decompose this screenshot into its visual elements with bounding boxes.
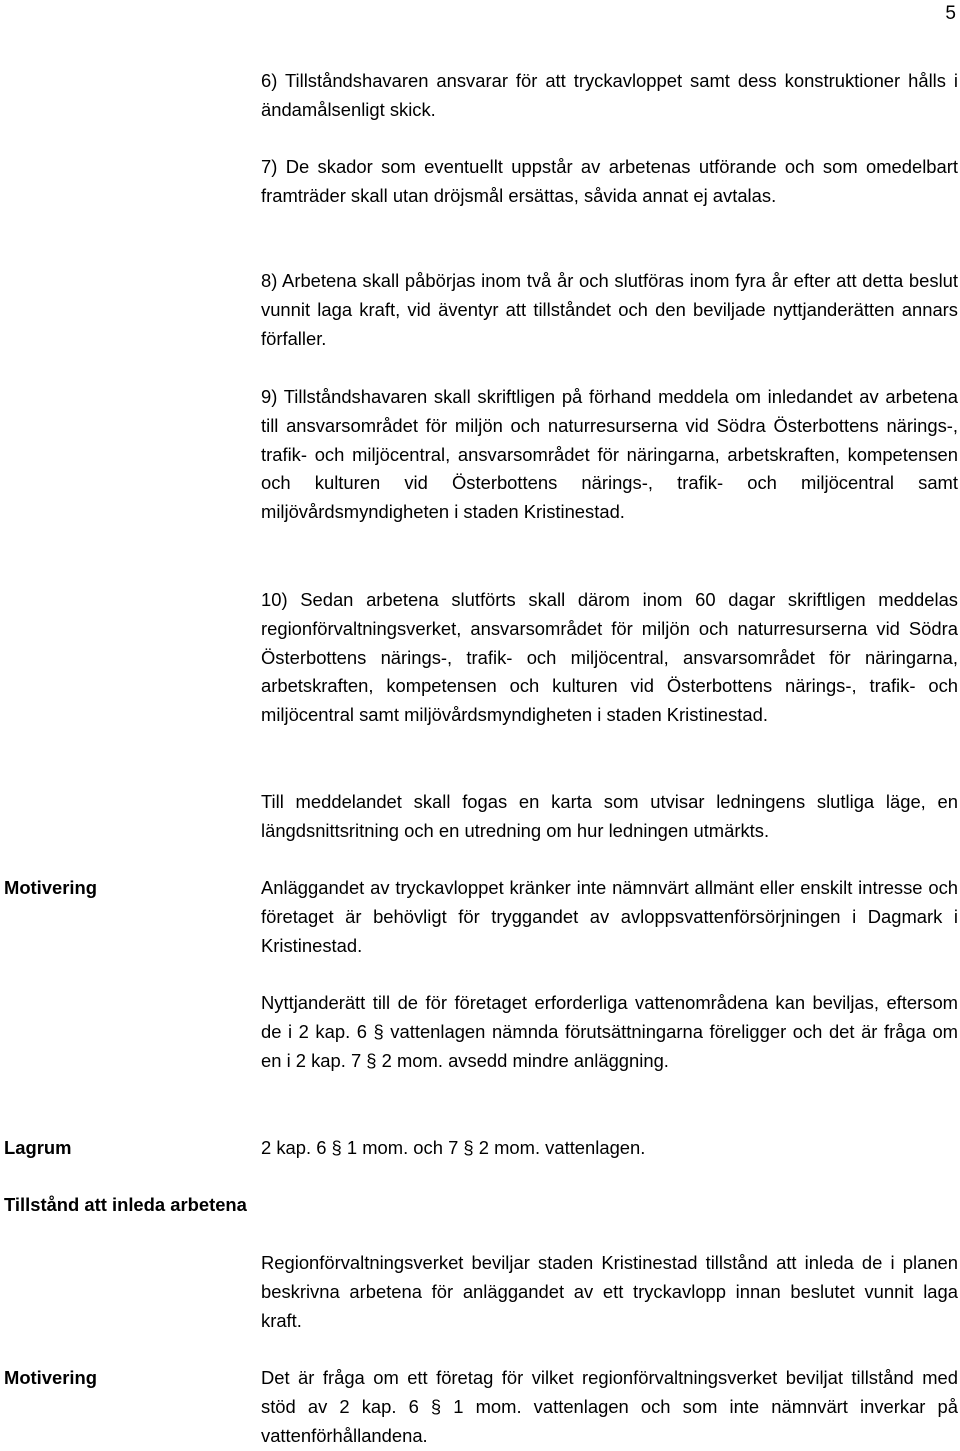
condition-9: 9) Tillståndshavaren skall skriftligen på förhand meddela om inledandet av arbetena till ansvarsområdet för miljön och naturresurserna vid Södra Österbottens närings-, trafik- och miljöcentral, ansvarsområdet för näringarna, arbetskraften, kompetensen och kulturen vid Österbottens närings-, trafik- och miljöcentral samt miljövårdsmyndigheten i staden Kristinestad. <box>261 386 958 523</box>
motivering-label-2: Motivering <box>4 1367 97 1388</box>
page-number: 5 <box>945 3 956 24</box>
motivering-2-text: Det är fråga om ett företag för vilket regionförvaltningsverket beviljat tillstånd med stöd av 2 kap. 6 § 1 mom. vattenlagen och som inte nämnvärt inverkar på vattenförhållandena. <box>261 1367 958 1446</box>
motivering-paragraph-1: Anläggandet av tryckavloppet kränker inte nämnvärt allmänt eller enskilt intresse och företaget är behövligt för tryggandet av avloppsvattenförsörjningen i Dagmark i Kristinestad. <box>261 877 958 956</box>
condition-8: 8) Arbetena skall påbörjas inom två år och slutföras inom fyra år efter att detta beslut vunnit laga kraft, vid äventyr att tillståndet och den beviljade nyttjanderätten annars förfaller. <box>261 270 958 349</box>
section-heading-tillstand: Tillstånd att inleda arbetena <box>4 1194 247 1215</box>
tillstand-text: Regionförvaltningsverket beviljar staden Kristinestad tillstånd att inleda de i planen beskrivna arbetena för anläggandet av ett tryckavlopp innan beslutet vunnit laga kraft. <box>261 1252 958 1331</box>
lagrum-label: Lagrum <box>4 1137 72 1158</box>
condition-10-attachment: Till meddelandet skall fogas en karta som utvisar ledningens slutliga läge, en längdsnittsritning och en utredning om hur ledningen utmärkts. <box>261 791 958 841</box>
motivering-paragraph-2: Nyttjanderätt till de för företaget erforderliga vattenområdena kan beviljas, eftersom de i 2 kap. 6 § vattenlagen nämnda förutsättningarna föreligger och det är fråga om en i 2 kap. 7 § 2 mom. avsedd mindre anläggning. <box>261 992 958 1071</box>
condition-10: 10) Sedan arbetena slutförts skall därom inom 60 dagar skriftligen meddelas regionförvaltningsverket, ansvarsområdet för miljön och naturresurserna vid Södra Österbottens närings-, trafik- och miljöcentral, ansvarsområdet för näringarna, arbetskraften, kompetensen och kulturen vid Österbottens närings-, trafik- och miljöcentral samt miljövårdsmyndigheten i staden Kristinestad. <box>261 589 958 726</box>
condition-7: 7) De skador som eventuellt uppstår av arbetenas utförande och som omedelbart framträder skall utan dröjsmål ersättas, såvida annat ej avtalas. <box>261 156 958 206</box>
lagrum-text: 2 kap. 6 § 1 mom. och 7 § 2 mom. vattenlagen. <box>261 1137 646 1158</box>
condition-6: 6) Tillståndshavaren ansvarar för att tryckavloppet samt dess konstruktioner hålls i ändamålsenligt skick. <box>261 70 958 120</box>
motivering-label: Motivering <box>4 877 97 898</box>
